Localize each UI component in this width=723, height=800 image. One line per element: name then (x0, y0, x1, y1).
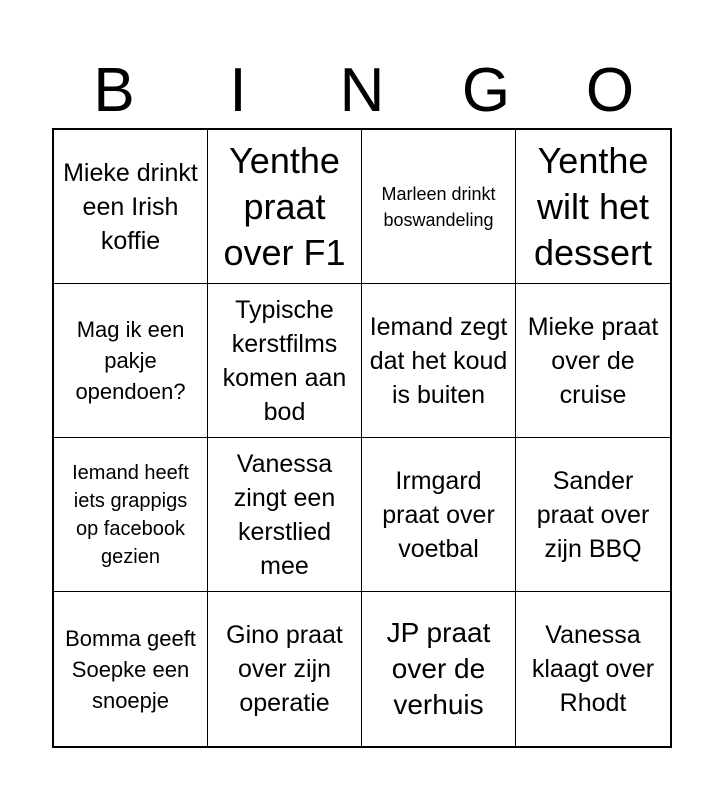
bingo-cell[interactable] (208, 592, 362, 746)
cell-text: Vanessa zingt een kerstlied mee (233, 449, 336, 580)
bingo-cell[interactable] (516, 438, 670, 592)
bingo-cell[interactable] (208, 130, 362, 284)
cell-text: Mieke praat over de cruise (527, 312, 659, 409)
bingo-board (52, 128, 672, 748)
bingo-cell[interactable] (516, 284, 670, 438)
cell-text: Typische kerstfilms komen aan bod (222, 295, 347, 426)
cell-text: Iemand heeft iets grappigs op facebook gezien (72, 461, 189, 568)
bingo-cell[interactable] (362, 284, 516, 438)
cell-text: Gino praat over zijn operatie (226, 621, 343, 717)
header-letter-o: O (585, 56, 635, 125)
header-letter-n: N (339, 56, 385, 125)
cell-text: Vanessa klaagt over Rhodt (531, 621, 655, 717)
cell-text: Mag ik een pakje opendoen? (75, 317, 186, 404)
header-letter-b: B (93, 56, 135, 125)
bingo-cell[interactable] (362, 438, 516, 592)
cell-text: Sander praat over zijn BBQ (536, 466, 650, 563)
cell-text: Yenthe praat over F1 (223, 139, 346, 273)
cell-text: Irmgard praat over voetbal (382, 466, 495, 563)
bingo-cell[interactable] (362, 130, 516, 284)
cell-text: JP praat over de verhuis (386, 617, 491, 720)
bingo-cell[interactable] (208, 284, 362, 438)
bingo-cell[interactable] (516, 592, 670, 746)
bingo-cell[interactable] (362, 592, 516, 746)
bingo-cell[interactable] (208, 438, 362, 592)
cell-text: Marleen drinkt boswandeling (381, 183, 496, 230)
cell-text: Iemand zegt dat het koud is buiten (369, 312, 508, 409)
bingo-cell[interactable] (54, 284, 208, 438)
header-letter-g: G (461, 56, 511, 125)
header-letter-i: I (229, 56, 247, 125)
bingo-cell[interactable] (516, 130, 670, 284)
bingo-cell[interactable] (54, 438, 208, 592)
bingo-cell[interactable] (54, 130, 208, 284)
cell-text: Bomma geeft Soepke een snoepje (65, 625, 196, 713)
bingo-header (52, 55, 672, 127)
cell-text: Yenthe wilt het dessert (533, 139, 653, 273)
cell-text: Mieke drinkt een Irish koffie (63, 158, 198, 255)
bingo-cell[interactable] (54, 592, 208, 746)
